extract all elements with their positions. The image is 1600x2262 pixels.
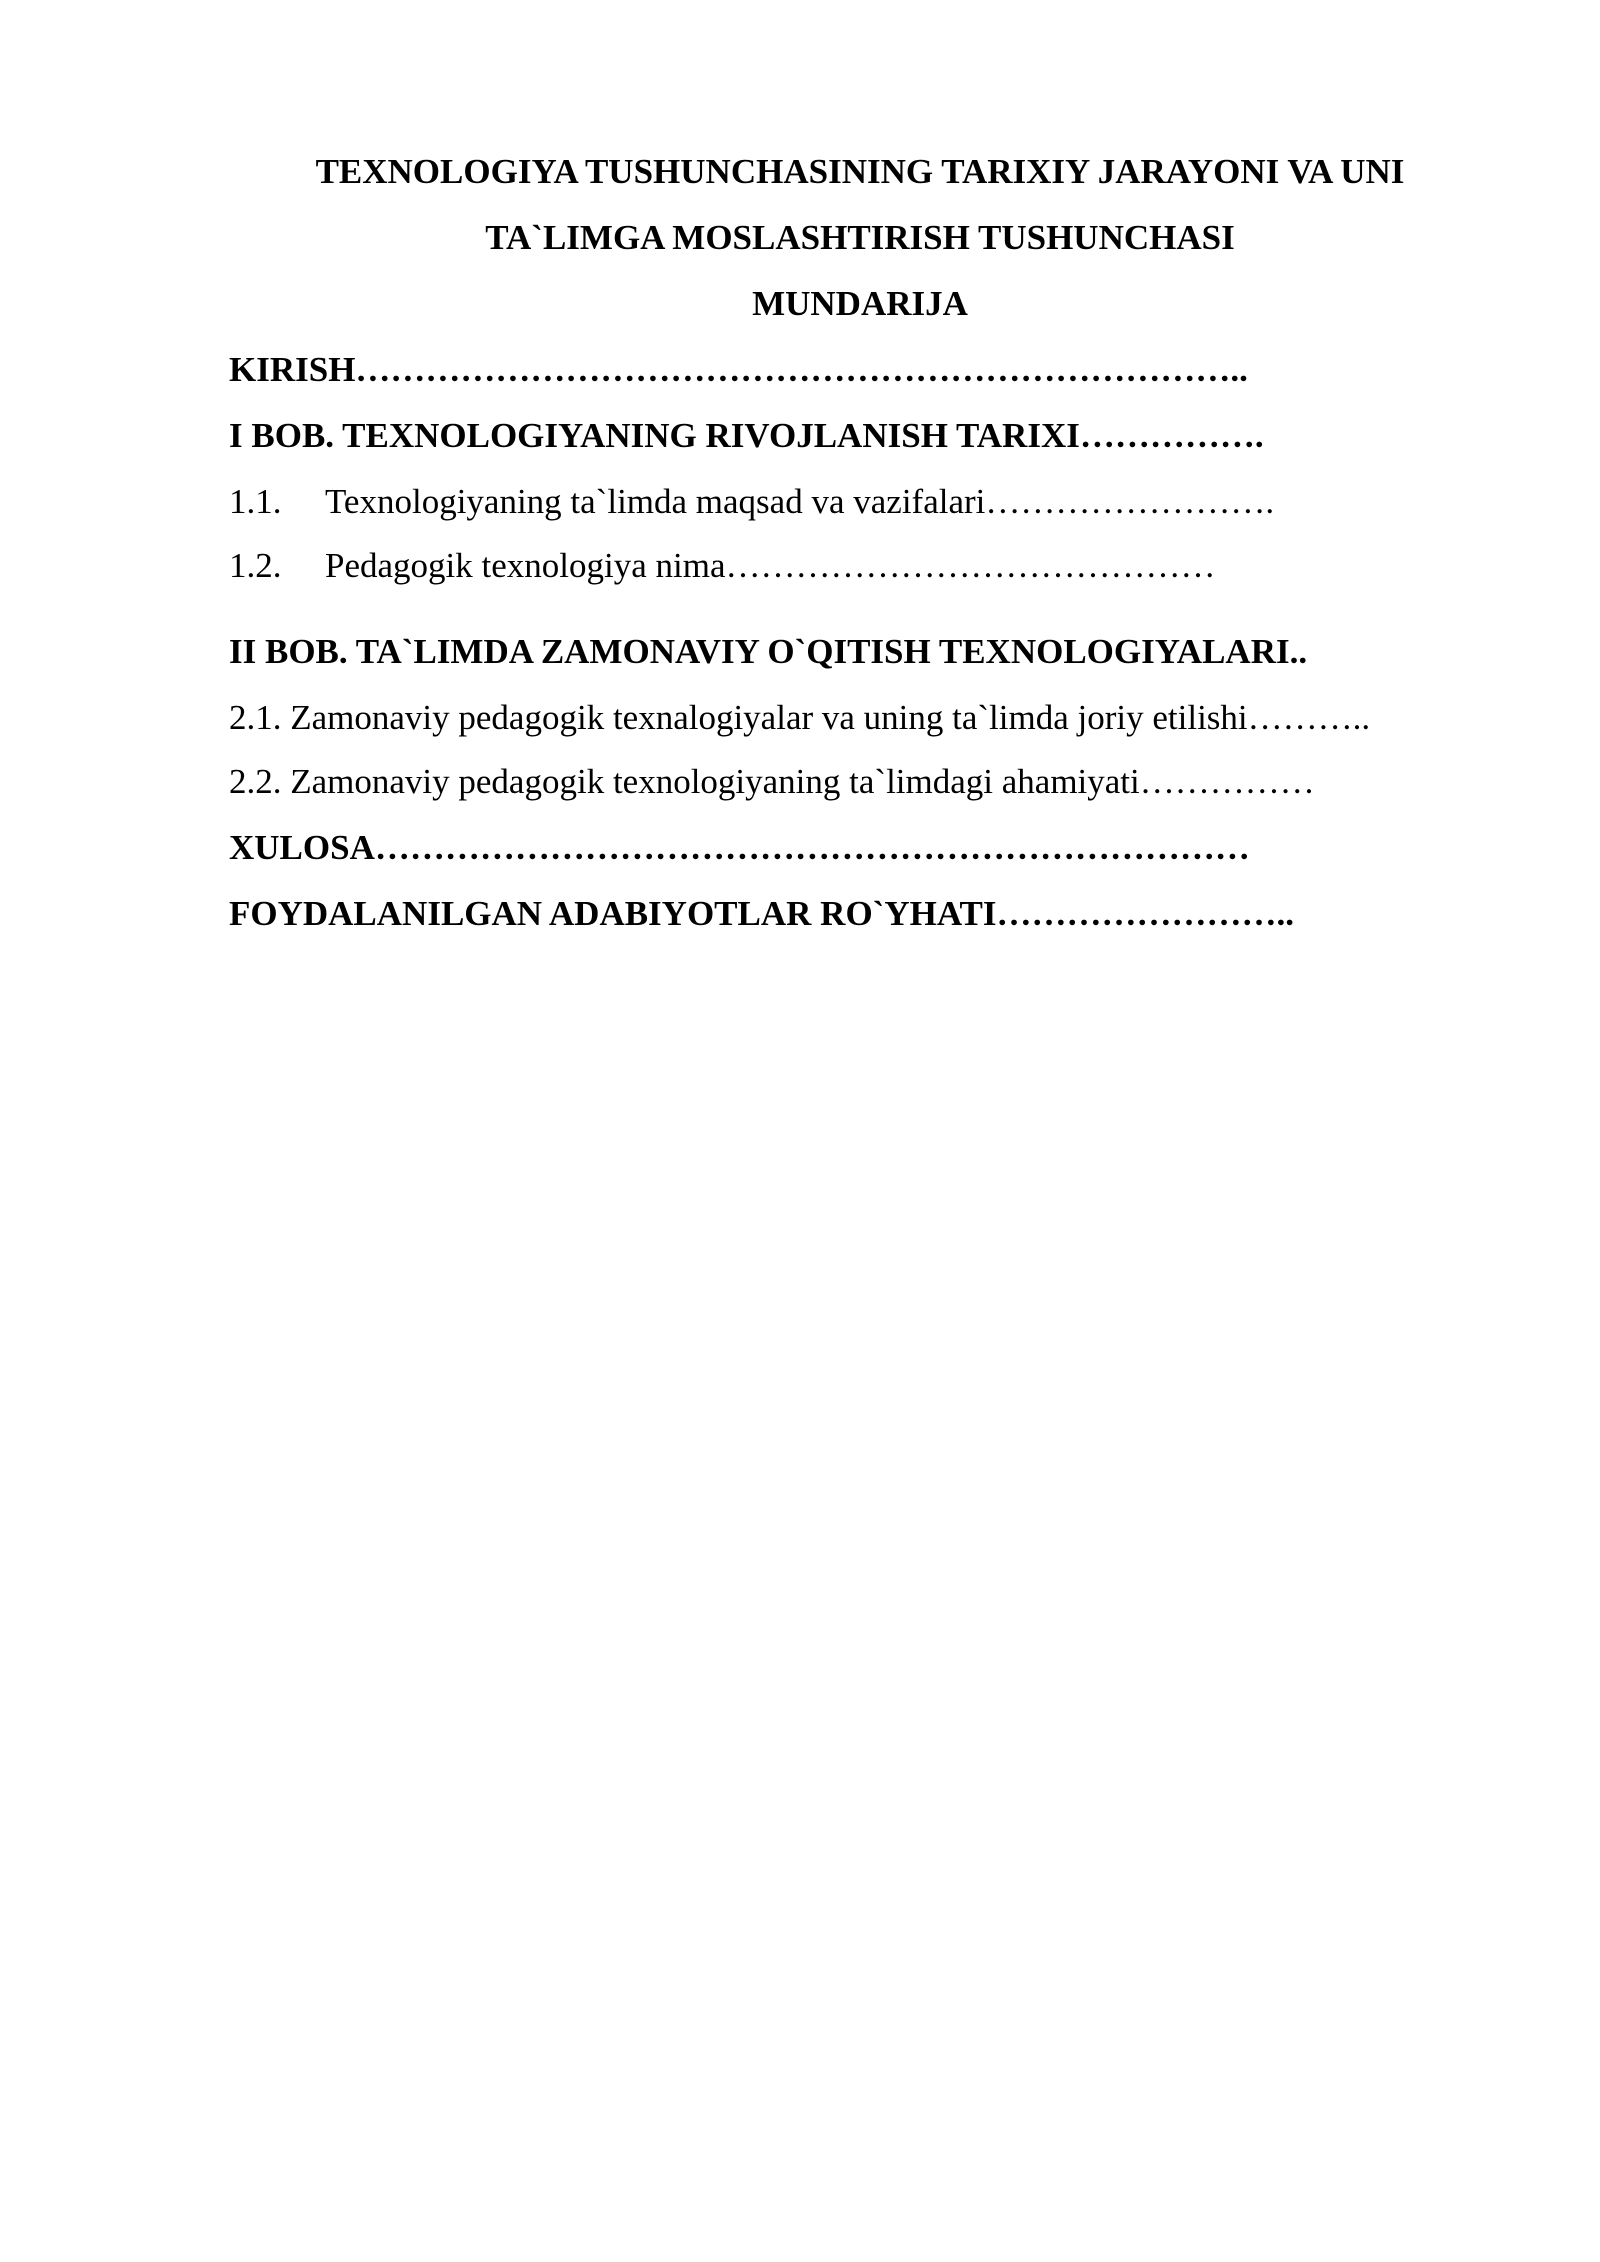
- toc-entry-2-2: 2.2. Zamonaviy pedagogik texnologiyaning ta`limdagi ahamiyati……………: [229, 762, 1315, 801]
- toc-entry-xulosa: XULOSA…………………………………………………………………: [229, 828, 1250, 867]
- toc-entry-references: FOYDALANILGAN ADABIYOTLAR RO`YHATI……………………..: [229, 894, 1294, 933]
- toc-entry-text: Pedagogik texnologiya nima……………………………………: [325, 546, 1216, 585]
- toc-entry-1-1: [229, 482, 1274, 522]
- toc-entry-kirish: KIRISH…………………………………………………………………..: [229, 350, 1248, 389]
- toc-entry-number: 1.1.: [229, 482, 282, 521]
- toc-entry-number: 1.2.: [229, 546, 282, 585]
- document-title-line-2: TA`LIMGA MOSLASHTIRISH TUSHUNCHASI: [485, 218, 1235, 257]
- toc-entry-chapter-1: I BOB. TEXNOLOGIYANING RIVOJLANISH TARIXI…………….: [229, 416, 1264, 455]
- document-title-line-1: TEXNOLOGIYA TUSHUNCHASINING TARIXIY JARAYONI VA UNI: [315, 152, 1405, 191]
- toc-entry-chapter-2: II BOB. TA`LIMDA ZAMONAVIY O`QITISH TEXNOLOGIYALARI..: [229, 632, 1308, 671]
- toc-heading: MUNDARIJA: [752, 284, 968, 323]
- toc-entry-1-2: [229, 546, 1215, 586]
- toc-entry-2-1: 2.1. Zamonaviy pedagogik texnalogiyalar va uning ta`limda joriy etilishi………..: [229, 698, 1371, 737]
- toc-entry-text: Texnologiyaning ta`limda maqsad va vazifalari…………………….: [325, 482, 1275, 521]
